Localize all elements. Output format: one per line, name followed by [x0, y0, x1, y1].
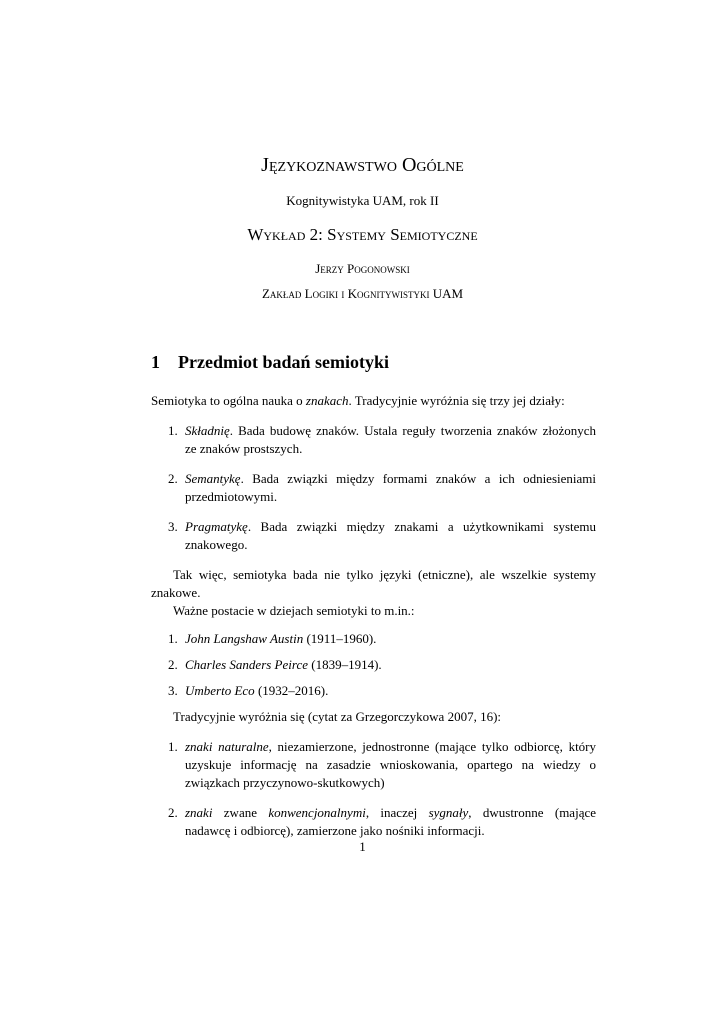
page-number: 1	[359, 839, 366, 854]
paragraph: Tradycyjnie wyróżnia się (cytat za Grzegorczykowa 2007, 16):	[173, 709, 502, 724]
divisions-list	[151, 422, 596, 554]
document-title	[0, 152, 725, 178]
list-item: 2. Charles Sanders Peirce (1839–1914).	[168, 657, 382, 672]
author-name: Jerzy Pogonowski	[315, 261, 410, 276]
list-item: 1. Składnię. Bada budowę znaków. Ustala reguły tworzenia znaków złożonych ze znaków prostszych.	[168, 423, 596, 456]
intro-paragraph: Semiotyka to ogólna nauka o znakach. Tradycyjnie wyróżnia się trzy jej działy:	[151, 393, 565, 408]
list-item: 3. Umberto Eco (1932–2016).	[168, 683, 329, 698]
paragraph: Tak więc, semiotyka bada nie tylko języki (etniczne), ale wszelkie systemy znakowe.	[151, 567, 596, 600]
section-heading	[151, 350, 596, 374]
department-name: Zakład Logiki i Kognitywistyki UAM	[261, 286, 464, 301]
list-item: 1. John Langshaw Austin (1911–1960).	[168, 631, 377, 646]
section-number: 1	[151, 352, 160, 372]
list-item: 1. znaki naturalne, niezamierzone, jednostronne (mające tylko odbiorcę, który uzyskuje informację na zasadzie wnioskowania, opartego na wiedzy o związkach przyczynowo-skutkowych)	[168, 739, 597, 790]
title-word-1: Językoznawstwo	[261, 154, 397, 176]
figures-list	[151, 630, 596, 700]
course-subtitle: Kognitywistyka UAM, rok II	[286, 193, 439, 208]
list-item: 2. Semantykę. Bada związki między formami znaków a ich odniesieniami przedmiotowymi.	[168, 471, 596, 504]
sign-types-list	[151, 738, 596, 840]
title-word-2: Ogólne	[401, 154, 464, 176]
section-title: Przedmiot badań semiotyki	[178, 352, 389, 372]
list-item: 2. znaki zwane konwencjonalnymi, inaczej sygnały, dwustronne (mające nadawcę i odbiorcę), zamierzone jako nośniki informacji.	[168, 805, 596, 838]
list-item: 3. Pragmatykę. Bada związki między znakami a użytkownikami systemu znakowego.	[168, 519, 596, 552]
paragraph: Ważne postacie w dziejach semiotyki to m.in.:	[173, 603, 415, 618]
lecture-title: Wykład 2: Systemy Semiotyczne	[247, 225, 478, 244]
document-body	[151, 350, 596, 852]
